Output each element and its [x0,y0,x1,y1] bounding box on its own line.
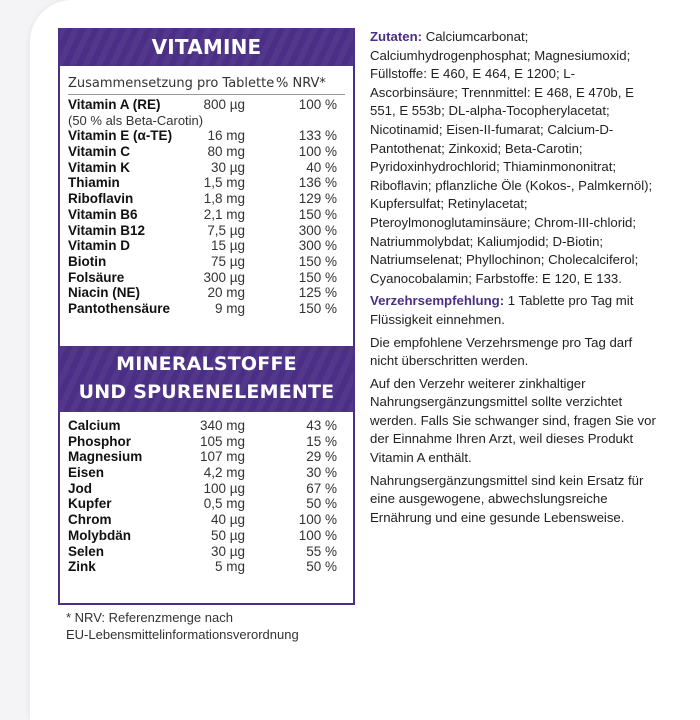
nutrient-amount: 4,2 mg [203,465,245,481]
nutrient-row [68,418,345,434]
vitamine-rows [68,97,345,317]
nutrient-name: Chrom [68,512,112,528]
composition-label: Zusammensetzung pro Tablette [68,76,275,91]
info-column [370,28,662,531]
nutrient-row [68,301,345,317]
nutrient-nrv: 300 % [298,238,337,254]
nutrient-row [68,128,345,144]
nutrient-nrv: 43 % [306,418,337,433]
nutrient-nrv: 50 % [306,559,337,575]
nutrient-amount: 2,1 mg [203,206,245,222]
nutrient-amount: 340 mg [199,418,245,433]
nutrient-nrv: 30 % [306,465,337,481]
nutrient-name: Vitamin B6 [68,206,138,222]
nutrient-row [68,512,345,528]
nutrient-amount: 30 µg [210,543,245,559]
nutrient-name: Pantothensäure [68,300,171,316]
nutrient-nrv: 50 % [306,496,337,512]
nutrition-table [58,28,355,605]
nutrient-row [68,285,345,301]
nutrient-amount: 800 µg [203,97,245,112]
nutrient-nrv: 136 % [298,175,337,191]
nutrient-name: Selen [68,543,105,559]
warning-paragraph-1: Die empfohlene Verzehrsmenge pro Tag darf nicht überschritten werden. [370,334,633,369]
nutrient-name: Kupfer [68,496,112,512]
mineral-title-line1: MINERALSTOFFE [116,353,297,375]
nutrient-name: Vitamin A (RE) [68,97,161,112]
nutrient-amount: 100 µg [203,480,245,496]
column-header [68,76,345,95]
nutrient-amount: 16 mg [207,128,245,144]
nutrient-amount: 75 µg [210,253,245,269]
nutrient-amount: 107 mg [199,449,245,465]
nutrient-row [68,465,345,481]
nutrient-amount: 1,8 mg [203,191,245,207]
nutrient-amount: 1,5 mg [203,175,245,191]
dosage-text: 1 Tablette pro Tag mit Flüssigkeit einnehmen. [370,293,634,327]
nutrient-amount: 80 mg [207,144,245,160]
nutrient-amount: 300 µg [203,269,245,285]
nutrient-row [68,496,345,512]
nutrient-nrv: 150 % [298,206,337,222]
nutrient-nrv: 15 % [306,433,337,449]
nutrient-name: Niacin (NE) [68,285,141,301]
vitamine-header: VITAMINE [60,28,353,66]
nutrient-name: Vitamin B12 [68,222,146,238]
ingredients-label: Zutaten: [370,29,423,44]
nutrient-nrv: 29 % [306,449,337,465]
nutrient-amount: 5 mg [214,559,245,575]
nutrient-name: Eisen [68,465,105,481]
nutrient-row [68,481,345,497]
nutrient-nrv: 129 % [298,191,337,207]
nutrient-row [68,270,345,286]
nutrient-amount: 0,5 mg [203,496,245,512]
nutrient-name: Jod [68,480,93,496]
nutrient-name: Riboflavin [68,191,134,207]
dosage-label: Verzehrsempfehlung: [370,293,505,309]
nrv-label: % NRV* [276,76,326,91]
nutrient-amount: 20 mg [207,285,245,301]
nutrient-amount: 50 µg [210,527,245,543]
nutrient-row [68,144,345,160]
footnote-line1: * NRV: Referenzmenge nach [66,610,233,625]
nutrient-name: Vitamin E (α-TE) [68,128,173,144]
nutrient-row [68,434,345,450]
nutrient-name: Vitamin K [68,159,131,175]
nutrient-name: Thiamin [68,175,120,191]
nutrient-name: Magnesium [68,449,143,465]
nutrient-nrv: 133 % [298,128,337,144]
nutrient-row [68,559,345,575]
mineral-title-line2: UND SPURENELEMENTE [78,381,335,403]
footnote-line2: EU-Lebensmittelinformationsverordnung [66,626,299,642]
nutrient-amount: 30 µg [210,159,245,175]
nutrient-amount: 7,5 µg [207,222,245,238]
nutrient-nrv: 40 % [306,159,337,175]
nutrient-amount: 105 mg [199,433,245,449]
nutrient-nrv: 100 % [298,527,337,543]
nutrient-name: Vitamin C [68,144,131,160]
nutrient-name: Vitamin D [68,238,131,254]
nutrient-nrv: 125 % [298,285,337,301]
nutrient-row [68,207,345,223]
nutrient-row [68,191,345,207]
nutrient-row [68,238,345,254]
nutrient-row [68,175,345,191]
ingredients-paragraph [370,28,662,288]
warning-paragraph-2: Auf den Verzehr weiterer zinkhaltiger Nahrungsergänzungsmittel sollte verzichtet werden. Falls Sie schwanger sind, fragen Sie vor der Einnahme Ihren Arzt, weil dieses Produkt Vitamin A enthält. [370,375,656,466]
nutrient-amount: 9 mg [214,300,245,316]
nutrient-amount: 15 µg [210,238,245,254]
mineral-rows [68,418,345,575]
nutrient-nrv: 100 % [298,97,337,112]
nutrient-nrv: 100 % [298,144,337,160]
nutrient-nrv: 100 % [298,512,337,528]
ingredients-text: Calciumcarbonat; Calciumhydrogenphosphat; Magnesiumoxid; Füllstoffe: E 460, E 464, E 1200; L-Ascorbinsäure; Trennmittel: E 468, E 470b, E 551, E 553b; DL-alpha-Tocopherylacetat; Nicotinamid; Eisen-II-fumarat; Calcium-D-Pantothenat; Zinkoxid; Beta-Carotin; Pyridoxinhydrochlorid; Thiaminmononitrat; Riboflavin; pflanzliche Öle (Kokos-, Palmkernöl); Kupfersulfat; Retinylacetat; Pteroylmonoglutaminsäure; Chrom-III-chlorid; Natriummolybdat; Kaliumjodid; D-Biotin; Natriumselenat; Phyllochinon; Cholecalciferol; Cyanocobalamin; Farbstoffe: E 120, E 133. [370,29,653,286]
nutrient-row [68,528,345,544]
disclaimer-paragraph: Nahrungsergänzungsmittel sind kein Ersatz für eine ausgewogene, abwechslungsreiche Ernährung und eine gesunde Lebensweise. [370,472,644,525]
nutrient-name: Biotin [68,253,107,269]
nutrient-row [68,223,345,239]
nutrient-row [68,160,345,176]
nutrient-name: Folsäure [68,269,125,285]
nutrient-row [68,254,345,270]
nutrient-nrv: 150 % [298,253,337,269]
nutrient-nrv: 150 % [298,300,337,316]
row-note: (50 % als Beta-Carotin) [68,112,204,128]
nutrient-row [68,544,345,560]
nutrient-amount: 40 µg [210,512,245,528]
nutrient-row [68,449,345,465]
dosage-paragraph [370,292,662,329]
nutrient-name: Zink [68,559,96,575]
nutrient-nrv: 300 % [298,222,337,238]
mineral-header [60,346,353,412]
nutrient-name: Phosphor [68,433,131,449]
nutrient-name: Calcium [68,418,121,433]
nutrient-nrv: 55 % [306,543,337,559]
nutrient-row [68,97,345,113]
nutrient-nrv: 67 % [306,480,337,496]
nutrient-nrv: 150 % [298,269,337,285]
nutrient-name: Molybdän [68,527,131,543]
footnote [66,610,299,643]
